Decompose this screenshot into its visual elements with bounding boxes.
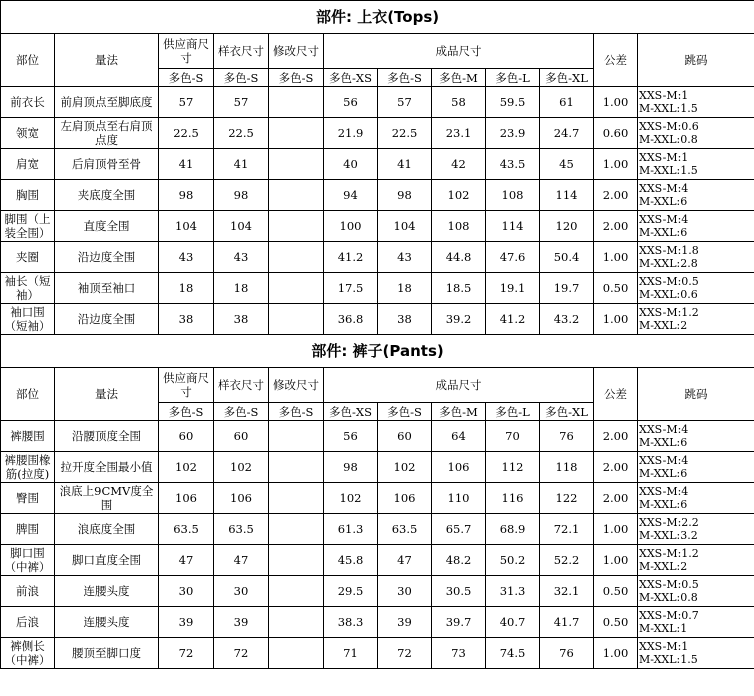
cell-tolerance: 1.00: [594, 87, 638, 118]
table-row: [1, 242, 754, 273]
cell-size: 50.4: [540, 242, 594, 273]
grading-line: M-XXL:6: [639, 436, 688, 449]
grading-line: XXS-M:1: [639, 89, 689, 102]
cell-method: 腰顶至脚口度: [55, 638, 159, 669]
cell-size: 65.7: [432, 514, 486, 545]
header-method: 量法: [55, 34, 159, 87]
table-row: [1, 87, 754, 118]
cell-size: 29.5: [324, 576, 378, 607]
cell-supplier: 60: [159, 421, 214, 452]
header-tolerance: 公差: [594, 34, 638, 87]
cell-size: 63.5: [378, 514, 432, 545]
cell-size: 59.5: [486, 87, 540, 118]
grading-line: M-XXL:3.2: [639, 529, 698, 542]
grading-line: XXS-M:1.8: [639, 244, 699, 257]
header-supplier: 供应商尺寸: [159, 368, 214, 403]
grading-line: XXS-M:0.5: [639, 275, 699, 288]
grading-line: XXS-M:0.7: [639, 609, 699, 622]
header-revised: 修改尺寸: [269, 34, 324, 69]
cell-size: 106: [432, 452, 486, 483]
cell-part: 胸围: [1, 180, 55, 211]
cell-part: 肩宽: [1, 149, 55, 180]
cell-method: 左肩顶点至右肩顶点度: [55, 118, 159, 149]
cell-size: 57: [378, 87, 432, 118]
cell-revised: [269, 242, 324, 273]
cell-size: 73: [432, 638, 486, 669]
header-method: 量法: [55, 368, 159, 421]
cell-revised: [269, 180, 324, 211]
grading-line: XXS-M:2.2: [639, 516, 699, 529]
cell-part: 裤腰围: [1, 421, 55, 452]
cell-grading: [638, 87, 754, 118]
cell-sample: 47: [214, 545, 269, 576]
cell-size: 104: [378, 211, 432, 242]
cell-size: 98: [378, 180, 432, 211]
cell-size: 24.7: [540, 118, 594, 149]
cell-size: 22.5: [378, 118, 432, 149]
cell-size: 23.1: [432, 118, 486, 149]
cell-tolerance: 2.00: [594, 211, 638, 242]
cell-method: 夹底度全围: [55, 180, 159, 211]
grading-line: M-XXL:1.5: [639, 653, 698, 666]
header-finished: 成品尺寸: [324, 34, 594, 69]
grading-line: M-XXL:1.5: [639, 102, 698, 115]
cell-tolerance: 2.00: [594, 421, 638, 452]
cell-tolerance: 1.00: [594, 304, 638, 335]
cell-sample: 30: [214, 576, 269, 607]
cell-method: 连腰头度: [55, 576, 159, 607]
cell-size: 68.9: [486, 514, 540, 545]
subheader-size: 多色-S: [159, 403, 214, 421]
cell-sample: 60: [214, 421, 269, 452]
cell-supplier: 47: [159, 545, 214, 576]
cell-size: 36.8: [324, 304, 378, 335]
cell-part: 领宽: [1, 118, 55, 149]
cell-method: 浪底上9CMV度全围: [55, 483, 159, 514]
table-row: [1, 421, 754, 452]
cell-tolerance: 1.00: [594, 638, 638, 669]
cell-sample: 63.5: [214, 514, 269, 545]
cell-grading: [638, 304, 754, 335]
cell-size: 70: [486, 421, 540, 452]
cell-grading: [638, 545, 754, 576]
cell-size: 38: [378, 304, 432, 335]
cell-tolerance: 0.50: [594, 576, 638, 607]
cell-size: 19.1: [486, 273, 540, 304]
table-row: [1, 514, 754, 545]
cell-size: 43: [378, 242, 432, 273]
cell-sample: 72: [214, 638, 269, 669]
cell-tolerance: 2.00: [594, 180, 638, 211]
cell-revised: [269, 149, 324, 180]
cell-revised: [269, 483, 324, 514]
cell-method: 前肩顶点至脚底度: [55, 87, 159, 118]
cell-size: 108: [432, 211, 486, 242]
cell-tolerance: 1.00: [594, 545, 638, 576]
cell-part: 前衣长: [1, 87, 55, 118]
cell-size: 108: [486, 180, 540, 211]
grading-line: M-XXL:6: [639, 498, 688, 511]
cell-grading: [638, 211, 754, 242]
cell-size: 114: [540, 180, 594, 211]
cell-part: 裤侧长（中裤）: [1, 638, 55, 669]
grading-line: M-XXL:1: [639, 622, 688, 635]
cell-part: 夹圈: [1, 242, 55, 273]
cell-sample: 22.5: [214, 118, 269, 149]
cell-size: 18.5: [432, 273, 486, 304]
cell-tolerance: 2.00: [594, 452, 638, 483]
cell-size: 114: [486, 211, 540, 242]
header-part: 部位: [1, 368, 55, 421]
cell-size: 122: [540, 483, 594, 514]
sheet-body: [1, 1, 754, 669]
cell-part: 袖口围（短袖）: [1, 304, 55, 335]
cell-sample: 57: [214, 87, 269, 118]
cell-supplier: 22.5: [159, 118, 214, 149]
cell-supplier: 57: [159, 87, 214, 118]
section-title: 部件: 裤子(Pants): [1, 335, 754, 368]
header-supplier: 供应商尺寸: [159, 34, 214, 69]
cell-size: 17.5: [324, 273, 378, 304]
subheader-size: 多色-M: [432, 403, 486, 421]
section-title: 部件: 上衣(Tops): [1, 1, 754, 34]
grading-line: XXS-M:0.5: [639, 578, 699, 591]
cell-part: 后浪: [1, 607, 55, 638]
cell-size: 50.2: [486, 545, 540, 576]
cell-size: 41.7: [540, 607, 594, 638]
cell-grading: [638, 242, 754, 273]
cell-size: 48.2: [432, 545, 486, 576]
cell-revised: [269, 304, 324, 335]
table-row: [1, 180, 754, 211]
header-grading: 跳码: [638, 368, 754, 421]
header-grading: 跳码: [638, 34, 754, 87]
grading-line: XXS-M:1: [639, 640, 689, 653]
table-row: [1, 118, 754, 149]
cell-revised: [269, 638, 324, 669]
cell-supplier: 102: [159, 452, 214, 483]
cell-revised: [269, 514, 324, 545]
grading-line: XXS-M:4: [639, 454, 689, 467]
header-row: [1, 368, 754, 403]
cell-size: 40: [324, 149, 378, 180]
cell-grading: [638, 483, 754, 514]
cell-method: 后肩顶骨至骨: [55, 149, 159, 180]
cell-supplier: 72: [159, 638, 214, 669]
cell-part: 臀围: [1, 483, 55, 514]
cell-method: 沿边度全围: [55, 242, 159, 273]
grading-line: M-XXL:6: [639, 226, 688, 239]
cell-size: 30.5: [432, 576, 486, 607]
cell-supplier: 104: [159, 211, 214, 242]
grading-line: M-XXL:6: [639, 467, 688, 480]
cell-size: 43.5: [486, 149, 540, 180]
cell-size: 47.6: [486, 242, 540, 273]
subheader-size: 多色-L: [486, 69, 540, 87]
cell-size: 106: [378, 483, 432, 514]
subheader-size: 多色-S: [269, 69, 324, 87]
cell-size: 100: [324, 211, 378, 242]
cell-supplier: 18: [159, 273, 214, 304]
cell-size: 31.3: [486, 576, 540, 607]
cell-supplier: 43: [159, 242, 214, 273]
cell-part: 前浪: [1, 576, 55, 607]
cell-size: 74.5: [486, 638, 540, 669]
cell-method: 直度全围: [55, 211, 159, 242]
cell-size: 45: [540, 149, 594, 180]
grading-line: XXS-M:1: [639, 151, 689, 164]
grading-line: XXS-M:4: [639, 485, 689, 498]
cell-revised: [269, 273, 324, 304]
cell-size: 21.9: [324, 118, 378, 149]
subheader-size: 多色-XL: [540, 69, 594, 87]
cell-revised: [269, 452, 324, 483]
cell-part: 脾围: [1, 514, 55, 545]
cell-supplier: 106: [159, 483, 214, 514]
header-revised: 修改尺寸: [269, 368, 324, 403]
cell-sample: 106: [214, 483, 269, 514]
cell-grading: [638, 452, 754, 483]
cell-size: 58: [432, 87, 486, 118]
cell-part: 裤腰围橡筋(拉度): [1, 452, 55, 483]
cell-revised: [269, 87, 324, 118]
table-row: [1, 211, 754, 242]
cell-size: 71: [324, 638, 378, 669]
cell-size: 30: [378, 576, 432, 607]
cell-size: 76: [540, 638, 594, 669]
section-title-row: [1, 335, 754, 368]
cell-size: 52.2: [540, 545, 594, 576]
cell-method: 脚口直度全围: [55, 545, 159, 576]
cell-size: 39.2: [432, 304, 486, 335]
cell-grading: [638, 180, 754, 211]
cell-size: 56: [324, 421, 378, 452]
grading-line: M-XXL:0.8: [639, 591, 698, 604]
cell-size: 102: [378, 452, 432, 483]
cell-size: 45.8: [324, 545, 378, 576]
cell-method: 连腰头度: [55, 607, 159, 638]
cell-size: 94: [324, 180, 378, 211]
table-row: [1, 607, 754, 638]
table-row: [1, 273, 754, 304]
grading-line: XXS-M:0.6: [639, 120, 699, 133]
cell-size: 76: [540, 421, 594, 452]
grading-line: XXS-M:4: [639, 213, 689, 226]
header-tolerance: 公差: [594, 368, 638, 421]
cell-size: 41: [378, 149, 432, 180]
subheader-size: 多色-S: [214, 403, 269, 421]
cell-tolerance: 0.50: [594, 273, 638, 304]
cell-revised: [269, 211, 324, 242]
header-sample: 样衣尺寸: [214, 368, 269, 403]
subheader-size: 多色-S: [269, 403, 324, 421]
grading-line: XXS-M:1.2: [639, 547, 699, 560]
cell-size: 102: [432, 180, 486, 211]
subheader-size: 多色-XS: [324, 69, 378, 87]
grading-line: XXS-M:4: [639, 423, 689, 436]
cell-grading: [638, 118, 754, 149]
table-row: [1, 483, 754, 514]
cell-method: 拉开度全围最小值: [55, 452, 159, 483]
cell-grading: [638, 607, 754, 638]
cell-grading: [638, 149, 754, 180]
subheader-size: 多色-S: [378, 69, 432, 87]
table-row: [1, 638, 754, 669]
cell-size: 64: [432, 421, 486, 452]
cell-size: 39.7: [432, 607, 486, 638]
cell-supplier: 41: [159, 149, 214, 180]
cell-tolerance: 2.00: [594, 483, 638, 514]
cell-size: 47: [378, 545, 432, 576]
cell-size: 44.8: [432, 242, 486, 273]
cell-supplier: 98: [159, 180, 214, 211]
cell-part: 脚口围（中裤）: [1, 545, 55, 576]
cell-method: 浪底度全围: [55, 514, 159, 545]
cell-part: 袖长（短袖）: [1, 273, 55, 304]
cell-size: 39: [378, 607, 432, 638]
cell-size: 19.7: [540, 273, 594, 304]
cell-grading: [638, 273, 754, 304]
cell-size: 32.1: [540, 576, 594, 607]
cell-size: 41.2: [486, 304, 540, 335]
cell-sample: 39: [214, 607, 269, 638]
subheader-size: 多色-L: [486, 403, 540, 421]
cell-tolerance: 1.00: [594, 149, 638, 180]
subheader-size: 多色-XL: [540, 403, 594, 421]
cell-size: 60: [378, 421, 432, 452]
header-row: [1, 34, 754, 69]
subheader-size: 多色-XS: [324, 403, 378, 421]
cell-sample: 18: [214, 273, 269, 304]
cell-grading: [638, 514, 754, 545]
cell-tolerance: 0.60: [594, 118, 638, 149]
grading-line: M-XXL:6: [639, 195, 688, 208]
cell-size: 40.7: [486, 607, 540, 638]
cell-size: 98: [324, 452, 378, 483]
cell-size: 72.1: [540, 514, 594, 545]
cell-size: 42: [432, 149, 486, 180]
cell-grading: [638, 638, 754, 669]
cell-sample: 43: [214, 242, 269, 273]
subheader-size: 多色-S: [378, 403, 432, 421]
grading-line: M-XXL:2: [639, 560, 688, 573]
cell-supplier: 38: [159, 304, 214, 335]
grading-line: M-XXL:2: [639, 319, 688, 332]
grading-line: XXS-M:4: [639, 182, 689, 195]
cell-method: 沿腰顶度全围: [55, 421, 159, 452]
table-row: [1, 452, 754, 483]
cell-size: 118: [540, 452, 594, 483]
cell-sample: 98: [214, 180, 269, 211]
cell-grading: [638, 421, 754, 452]
cell-sample: 102: [214, 452, 269, 483]
cell-supplier: 30: [159, 576, 214, 607]
header-finished: 成品尺寸: [324, 368, 594, 403]
cell-size: 116: [486, 483, 540, 514]
cell-revised: [269, 607, 324, 638]
table-row: [1, 304, 754, 335]
cell-tolerance: 1.00: [594, 242, 638, 273]
cell-revised: [269, 421, 324, 452]
cell-size: 43.2: [540, 304, 594, 335]
cell-size: 110: [432, 483, 486, 514]
cell-size: 112: [486, 452, 540, 483]
cell-supplier: 63.5: [159, 514, 214, 545]
cell-revised: [269, 576, 324, 607]
subheader-size: 多色-M: [432, 69, 486, 87]
cell-size: 102: [324, 483, 378, 514]
grading-line: M-XXL:0.8: [639, 133, 698, 146]
cell-size: 72: [378, 638, 432, 669]
cell-size: 38.3: [324, 607, 378, 638]
table-row: [1, 545, 754, 576]
subheader-size: 多色-S: [214, 69, 269, 87]
cell-size: 18: [378, 273, 432, 304]
cell-supplier: 39: [159, 607, 214, 638]
section-title-row: [1, 1, 754, 34]
cell-size: 61.3: [324, 514, 378, 545]
cell-size: 23.9: [486, 118, 540, 149]
cell-grading: [638, 576, 754, 607]
subheader-size: 多色-S: [159, 69, 214, 87]
cell-tolerance: 0.50: [594, 607, 638, 638]
cell-sample: 104: [214, 211, 269, 242]
cell-part: 脚围（上装全围）: [1, 211, 55, 242]
grading-line: M-XXL:2.8: [639, 257, 698, 270]
cell-revised: [269, 545, 324, 576]
header-sample: 样衣尺寸: [214, 34, 269, 69]
cell-size: 56: [324, 87, 378, 118]
cell-revised: [269, 118, 324, 149]
cell-size: 61: [540, 87, 594, 118]
grading-line: XXS-M:1.2: [639, 306, 699, 319]
grading-line: M-XXL:1.5: [639, 164, 698, 177]
header-part: 部位: [1, 34, 55, 87]
cell-method: 沿边度全围: [55, 304, 159, 335]
table-row: [1, 149, 754, 180]
cell-size: 120: [540, 211, 594, 242]
cell-tolerance: 1.00: [594, 514, 638, 545]
table-row: [1, 576, 754, 607]
cell-sample: 38: [214, 304, 269, 335]
cell-method: 袖顶至袖口: [55, 273, 159, 304]
grading-line: M-XXL:0.6: [639, 288, 698, 301]
cell-size: 41.2: [324, 242, 378, 273]
cell-sample: 41: [214, 149, 269, 180]
